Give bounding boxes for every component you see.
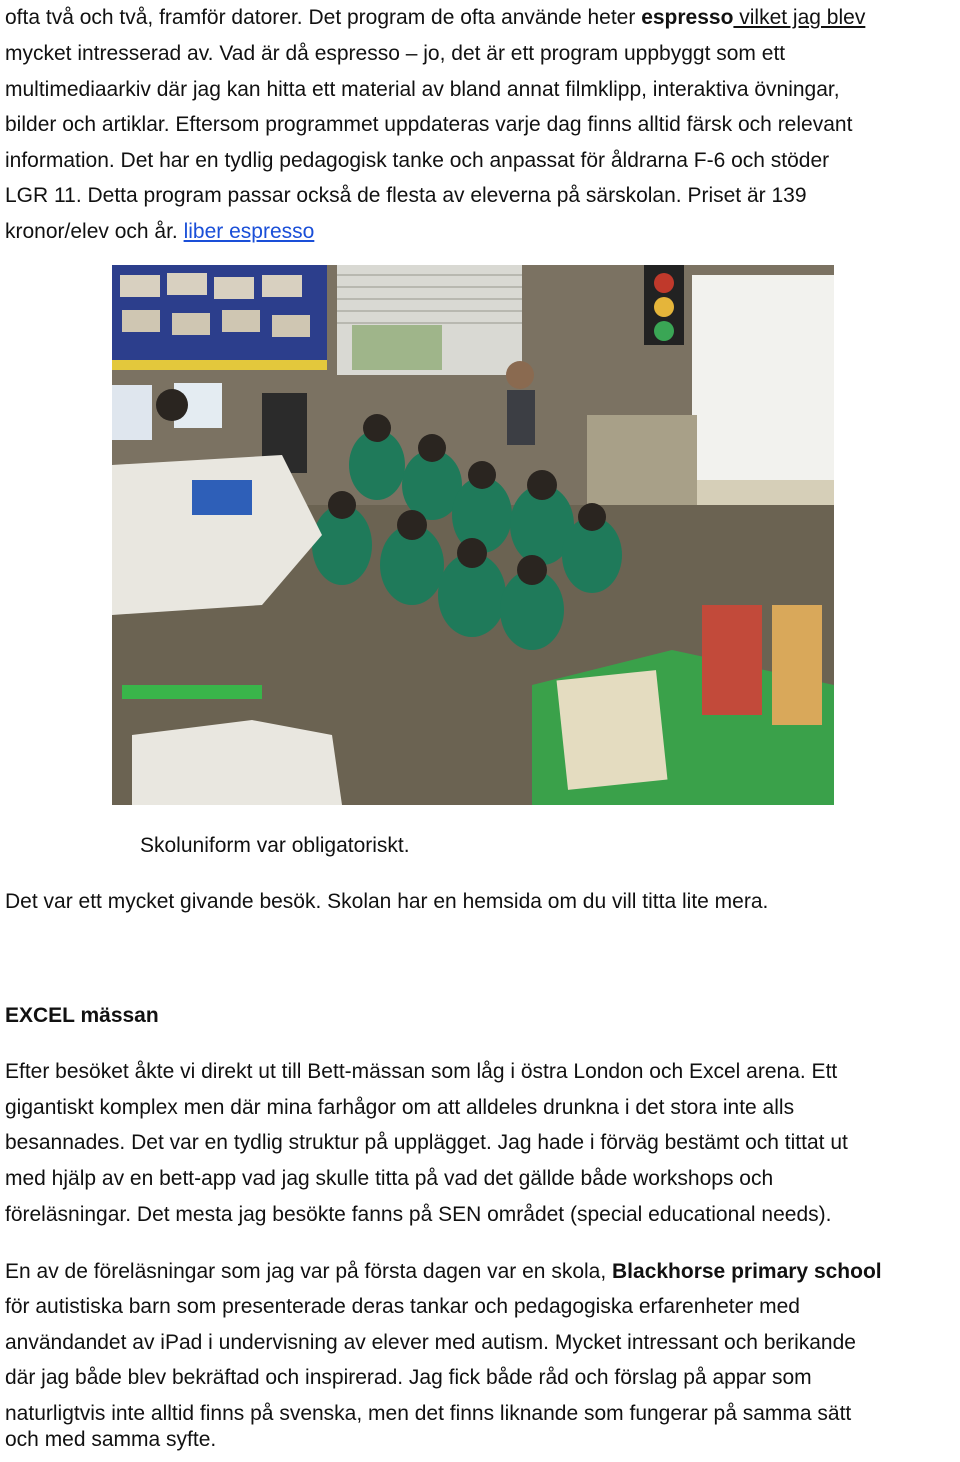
school-name-bold: Blackhorse primary school <box>612 1260 882 1283</box>
classroom-photo-illustration <box>112 265 834 805</box>
intro-line-1 <box>5 0 865 36</box>
text-span: ofta två och två, framför datorer. Det program de ofta använde heter <box>5 6 642 29</box>
para1-line-5: föreläsningar. Det mesta jag besökte fanns på SEN området (special educational needs). <box>5 1203 832 1226</box>
text-span: vilket jag blev <box>733 6 866 29</box>
intro-line-2: mycket intresserad av. Vad är då espresso – jo, det är ett program uppbyggt som ett <box>5 42 786 65</box>
liber-espresso-link[interactable]: liber espresso <box>183 220 315 243</box>
classroom-photo <box>112 265 834 805</box>
intro-line-4: bilder och artiklar. Eftersom programmet uppdateras varje dag finns alltid färsk och relevant <box>5 113 853 136</box>
para2-line-5: naturligtvis inte alltid finns på svenska, men det finns liknande som fungerar på samma sätt <box>5 1402 852 1425</box>
para2-line-4: där jag både blev bekräftad och inspirerad. Jag fick både råd och förslag på appar som <box>5 1366 812 1389</box>
para1-line-2: gigantiskt komplex men där mina farhågor om att alldeles drunkna i det stora inte alls <box>5 1096 795 1119</box>
photo-caption: Skoluniform var obligatoriskt. <box>140 834 410 857</box>
para2-line-6: och med samma syfte. <box>5 1428 217 1451</box>
para1-line-1: Efter besöket åkte vi direkt ut till Bett-mässan som låg i östra London och Excel arena. Ett <box>5 1060 838 1083</box>
para2-line-3: användandet av iPad i undervisning av elever med autism. Mycket intressant och berikande <box>5 1331 856 1354</box>
para2-line-2: för autistiska barn som presenterade deras tankar och pedagogiska erfarenheter med <box>5 1295 800 1318</box>
para1-line-4: med hjälp av en bett-app vad jag skulle titta på vad det gällde både workshops och <box>5 1167 774 1190</box>
text-span: kronor/elev och år. <box>5 220 184 243</box>
after-photo-text: Det var ett mycket givande besök. Skolan har en hemsida om du vill titta lite mera. <box>5 890 769 913</box>
text-span: En av de föreläsningar som jag var på första dagen var en skola, <box>5 1260 613 1283</box>
intro-line-3: multimediaarkiv där jag kan hitta ett material av bland annat filmklipp, interaktiva övningar, <box>5 78 840 101</box>
espresso-bold: espresso <box>641 6 734 29</box>
para2-line-1 <box>5 1254 882 1290</box>
intro-line-5: information. Det har en tydlig pedagogisk tanke och anpassat för åldrarna F-6 och stöder <box>5 149 830 172</box>
intro-line-6: LGR 11. Detta program passar också de flesta av eleverna på särskolan. Priset är 139 <box>5 184 807 207</box>
section-heading: EXCEL mässan <box>5 1004 159 1027</box>
intro-line-7 <box>5 214 314 250</box>
para1-line-3: besannades. Det var en tydlig struktur på upplägget. Jag hade i förväg bestämt och tittat ut <box>5 1131 848 1154</box>
